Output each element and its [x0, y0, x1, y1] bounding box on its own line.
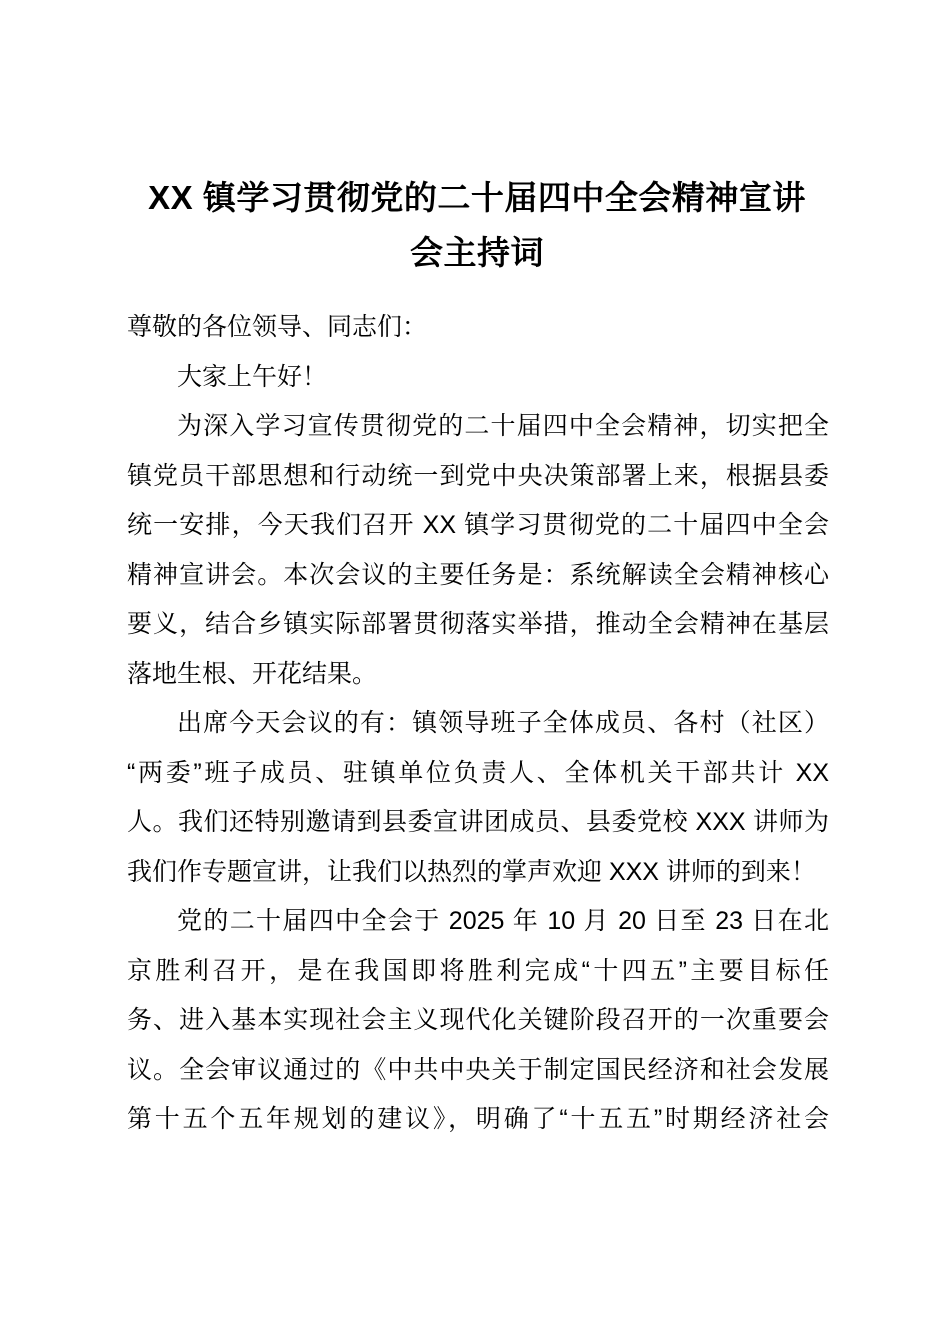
text-line: 京胜利召开，是在我国即将胜利完成“十四五”主要目标任 — [127, 956, 829, 985]
text-line: 统一安排，今天我们召开 XX 镇学习贯彻党的二十届四中全会 — [127, 511, 829, 539]
text-line: 党的二十届四中全会于 2025 年 10 月 20 日至 23 日在北 — [177, 907, 829, 935]
text-line: 落地生根、开花结果。 — [127, 659, 378, 688]
text-line: 我们作专题宣讲，让我们以热烈的掌声欢迎 XXX 讲师的到来！ — [127, 857, 816, 886]
body-paragraph — [127, 699, 829, 897]
text-line: 为深入学习宣传贯彻党的二十届四中全会精神，切实把全 — [177, 412, 829, 440]
text-line: 出席今天会议的有：镇领导班子全体成员、各村（社区） — [177, 709, 829, 737]
greeting — [127, 353, 829, 403]
text-line: 尊敬的各位领导、同志们： — [127, 313, 428, 341]
text-line: 大家上午好！ — [177, 362, 328, 391]
body-paragraph — [127, 897, 829, 1145]
salutation — [127, 303, 829, 353]
text-line: “两委”班子成员、驻镇单位负责人、全体机关干部共计 XX — [127, 758, 829, 787]
document-title — [124, 170, 830, 280]
text-line: 第十五个五年规划的建议》，明确了“十五五”时期经济社会 — [127, 1105, 829, 1133]
text-line: 精神宣讲会。本次会议的主要任务是：系统解读全会精神核心 — [127, 560, 829, 589]
text-line: 人。我们还特别邀请到县委宣讲团成员、县委党校 XXX 讲师为 — [127, 808, 829, 836]
text-line: 务、进入基本实现社会主义现代化关键阶段召开的一次重要会 — [127, 1006, 829, 1034]
body-paragraph — [127, 402, 829, 699]
text-line: 镇党员干部思想和行动统一到党中央决策部署上来，根据县委 — [127, 461, 829, 490]
text-line: 要义，结合乡镇实际部署贯彻落实举措，推动全会精神在基层 — [127, 610, 829, 638]
document-body — [127, 303, 829, 1145]
document-title-line-1: XX 镇学习贯彻党的二十届四中全会精神宣讲 — [148, 179, 806, 216]
text-line: 议。全会审议通过的《中共中央关于制定国民经济和社会发展 — [127, 1055, 829, 1084]
document-title-line-2: 会主持词 — [410, 234, 544, 271]
